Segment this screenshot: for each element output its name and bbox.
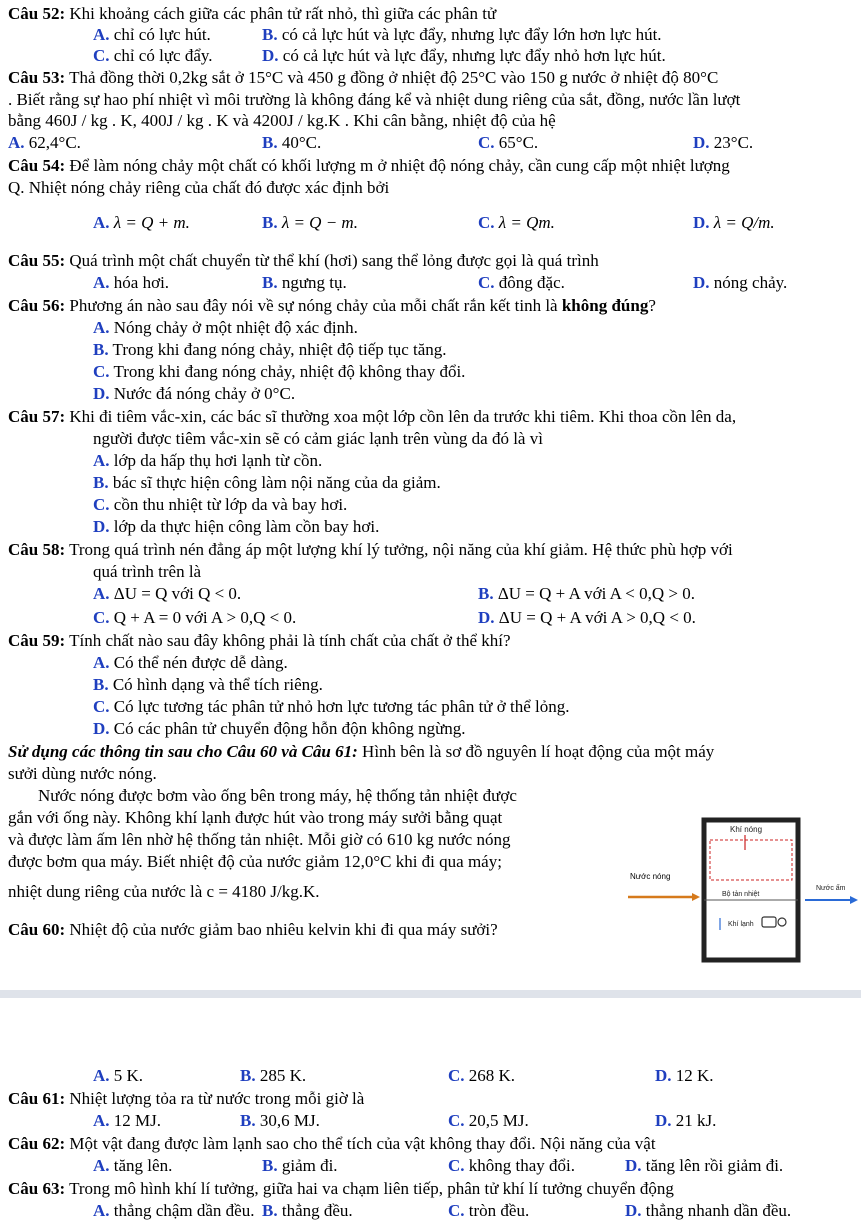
- q58-option-d[interactable]: D. ΔU = Q + A với A > 0,Q < 0.: [478, 608, 696, 627]
- label-warm-water: Nước ấm: [816, 885, 846, 892]
- q52-text: Khi khoảng cách giữa các phân tử rất nhỏ, thì giữa các phân tử: [69, 4, 497, 23]
- label-hot-air: Khí nóng: [730, 825, 763, 834]
- shared-info-p5: nhiệt dung riêng của nước là c = 4180 J/kg.K.: [8, 882, 320, 901]
- heater-casing: [704, 820, 798, 960]
- q52-option-d[interactable]: D. có cả lực hút và lực đẩy, nhưng lực đẩy nhỏ hơn lực hút.: [262, 46, 666, 65]
- fan-icon: [778, 918, 786, 926]
- q53-option-b[interactable]: B. 40°C.: [262, 133, 322, 152]
- q57-option-a[interactable]: A. lớp da hấp thụ hơi lạnh từ cồn.: [93, 451, 323, 470]
- q59-option-c[interactable]: C. Có lực tương tác phân tử nhỏ hơn lực tương tác phân tử ở thể lỏng.: [93, 697, 570, 716]
- q58-stem-line2: quá trình trên là: [93, 562, 202, 581]
- q61-stem: Câu 61: Nhiệt lượng tỏa ra từ nước trong mỗi giờ là: [8, 1089, 365, 1108]
- q52-option-b[interactable]: B. có cả lực hút và lực đẩy, nhưng lực đẩy lớn hơn lực hút.: [262, 25, 662, 44]
- q57-option-c[interactable]: C. cồn thu nhiệt từ lớp da và bay hơi.: [93, 495, 348, 514]
- hot-water-arrow: [628, 893, 700, 901]
- q61-option-d[interactable]: D. 21 kJ.: [655, 1111, 717, 1130]
- q52-stem: [8, 4, 496, 24]
- q57-stem-line1: Câu 57: Khi đi tiêm vắc-xin, các bác sĩ thường xoa một lớp cồn lên da trước khi tiêm. Khi thoa cồn lên da,: [8, 407, 737, 426]
- q58-option-b[interactable]: B. ΔU = Q + A với A < 0,Q > 0.: [478, 584, 695, 603]
- q53-option-c[interactable]: C. 65°C.: [478, 133, 539, 152]
- q55-option-a[interactable]: A. hóa hơi.: [93, 273, 170, 292]
- shared-info-p4: được bơm qua máy. Biết nhiệt độ của nước giảm 12,0°C khi đi qua máy;: [8, 852, 502, 871]
- q62-option-a[interactable]: A. tăng lên.: [93, 1156, 173, 1175]
- q59-option-d[interactable]: D. Có các phân tử chuyển động hỗn độn không ngừng.: [93, 719, 466, 738]
- shared-info-line2: sưởi dùng nước nóng.: [8, 764, 157, 783]
- q52-number: Câu 52:: [8, 4, 66, 23]
- q63-option-d[interactable]: D. thẳng nhanh dần đều.: [625, 1201, 792, 1220]
- q54-option-d[interactable]: D. λ = Q/m.: [693, 213, 775, 232]
- q54-stem-line2: Q. Nhiệt nóng chảy riêng của chất đó được xác định bởi: [8, 178, 390, 197]
- shared-info-p1: Nước nóng được bơm vào ống bên trong máy, hệ thống tản nhiệt được: [38, 786, 517, 805]
- q56-option-a[interactable]: A. Nóng chảy ở một nhiệt độ xác định.: [93, 318, 358, 337]
- q60-stem: Câu 60: Nhiệt độ của nước giảm bao nhiêu kelvin khi đi qua máy sưởi?: [8, 920, 498, 939]
- label-hot-water: Nước nóng: [630, 872, 671, 881]
- q62-option-d[interactable]: D. tăng lên rồi giảm đi.: [625, 1156, 784, 1175]
- q53-stem-line3: bằng 460J / kg . K, 400J / kg . K và 4200J / kg.K . Khi cân bằng, nhiệt độ của hệ: [8, 111, 556, 130]
- label-radiator: Bộ tản nhiệt: [722, 891, 760, 898]
- q56-stem: Câu 56: Phương án nào sau đây nói về sự nóng chảy của mỗi chất rắn kết tinh là không đúng?: [8, 296, 656, 315]
- q55-stem: Câu 55: Quá trình một chất chuyển từ thể khí (hơi) sang thể lỏng được gọi là quá trình: [8, 251, 599, 270]
- q63-option-a[interactable]: A. thẳng chậm dần đều.: [93, 1201, 255, 1220]
- label-cold-air: Khí lạnh: [728, 921, 754, 928]
- q56-emphasis: không đúng: [561, 296, 649, 315]
- q55-option-c[interactable]: C. đông đặc.: [478, 273, 565, 292]
- q53-option-a[interactable]: A. 62,4°C.: [8, 133, 81, 152]
- q59-stem: Câu 59: Tính chất nào sau đây không phải là tính chất của chất ở thể khí?: [8, 631, 511, 650]
- q59-option-b[interactable]: B. Có hình dạng và thể tích riêng.: [93, 675, 323, 694]
- q62-stem: Câu 62: Một vật đang được làm lạnh sao cho thể tích của vật không thay đổi. Nội năng của vật: [8, 1134, 656, 1153]
- fan-motor-icon: [762, 917, 776, 927]
- q62-option-b[interactable]: B. giảm đi.: [262, 1156, 338, 1175]
- q52-option-a[interactable]: A. chỉ có lực hút.: [93, 25, 211, 44]
- q60-option-d[interactable]: D. 12 K.: [655, 1066, 714, 1085]
- q56-option-c[interactable]: C. Trong khi đang nóng chảy, nhiệt độ không thay đổi.: [93, 362, 466, 381]
- q53-stem-line1: Câu 53: Thả đồng thời 0,2kg sắt ở 15°C và 450 g đồng ở nhiệt độ 25°C vào 150 g nước ở nhiệt độ 80°C: [8, 68, 719, 87]
- warm-water-arrowhead: [850, 896, 858, 904]
- heater-diagram: [700, 810, 860, 970]
- q54-option-b[interactable]: B. λ = Q − m.: [262, 213, 358, 232]
- q63-option-c[interactable]: C. tròn đều.: [448, 1201, 530, 1220]
- q56-option-b[interactable]: B. Trong khi đang nóng chảy, nhiệt độ tiếp tục tăng.: [93, 340, 447, 359]
- q57-option-b[interactable]: B. bác sĩ thực hiện công làm nội năng của da giảm.: [93, 473, 441, 492]
- hot-air-zone: [710, 840, 792, 880]
- q58-stem-line1: Câu 58: Trong quá trình nén đẳng áp một lượng khí lý tưởng, nội năng của khí giảm. Hệ thức phù hợp với: [8, 540, 733, 559]
- shared-info-p3: và được làm ấm lên nhờ hệ thống tản nhiệt. Mỗi giờ có 610 kg nước nóng: [8, 830, 511, 849]
- q63-option-b[interactable]: B. thẳng đều.: [262, 1201, 353, 1220]
- q58-option-c[interactable]: C. Q + A = 0 với A > 0,Q < 0.: [93, 608, 297, 627]
- q62-option-c[interactable]: C. không thay đổi.: [448, 1156, 576, 1175]
- q57-option-d[interactable]: D. lớp da thực hiện công làm cồn bay hơi.: [93, 517, 380, 536]
- q57-stem-line2: người được tiêm vắc-xin sẽ có cảm giác lạnh trên vùng da đó là vì: [93, 429, 543, 448]
- q60-option-c[interactable]: C. 268 K.: [448, 1066, 516, 1085]
- q60-option-a[interactable]: A. 5 K.: [93, 1066, 144, 1085]
- q61-option-a[interactable]: A. 12 MJ.: [93, 1111, 162, 1130]
- q54-option-a[interactable]: A. λ = Q + m.: [93, 213, 190, 232]
- q61-option-b[interactable]: B. 30,6 MJ.: [240, 1111, 320, 1130]
- q53-stem-line2: . Biết rằng sự hao phí nhiệt vì môi trường là không đáng kể và nhiệt dung riêng của sắt, đồng, nước lần lượt: [8, 90, 741, 109]
- q55-option-b[interactable]: B. ngưng tụ.: [262, 273, 347, 292]
- q60-option-b[interactable]: B. 285 K.: [240, 1066, 307, 1085]
- q58-option-a[interactable]: A. ΔU = Q với Q < 0.: [93, 584, 242, 603]
- q59-option-a[interactable]: A. Có thể nén được dễ dàng.: [93, 653, 288, 672]
- page-divider: [0, 990, 861, 998]
- q61-option-c[interactable]: C. 20,5 MJ.: [448, 1111, 529, 1130]
- q56-option-d[interactable]: D. Nước đá nóng chảy ở 0°C.: [93, 384, 296, 403]
- shared-info-p2: gắn với ống này. Không khí lạnh được hút vào trong máy sưởi bằng quạt: [8, 808, 503, 827]
- q53-option-d[interactable]: D. 23°C.: [693, 133, 754, 152]
- q54-option-c[interactable]: C. λ = Qm.: [478, 213, 555, 232]
- q54-stem-line1: Câu 54: Để làm nóng chảy một chất có khối lượng m ở nhiệt độ nóng chảy, cần cung cấp một nhiệt lượng: [8, 156, 730, 175]
- shared-info-heading: Sử dụng các thông tin sau cho Câu 60 và Câu 61: Hình bên là sơ đồ nguyên lí hoạt động của một máy: [8, 742, 715, 761]
- q63-stem: Câu 63: Trong mô hình khí lí tưởng, giữa hai va chạm liên tiếp, phân tử khí lí tưởng chuyển động: [8, 1179, 674, 1198]
- q52-option-c[interactable]: C. chỉ có lực đẩy.: [93, 46, 213, 65]
- q55-option-d[interactable]: D. nóng chảy.: [693, 273, 788, 292]
